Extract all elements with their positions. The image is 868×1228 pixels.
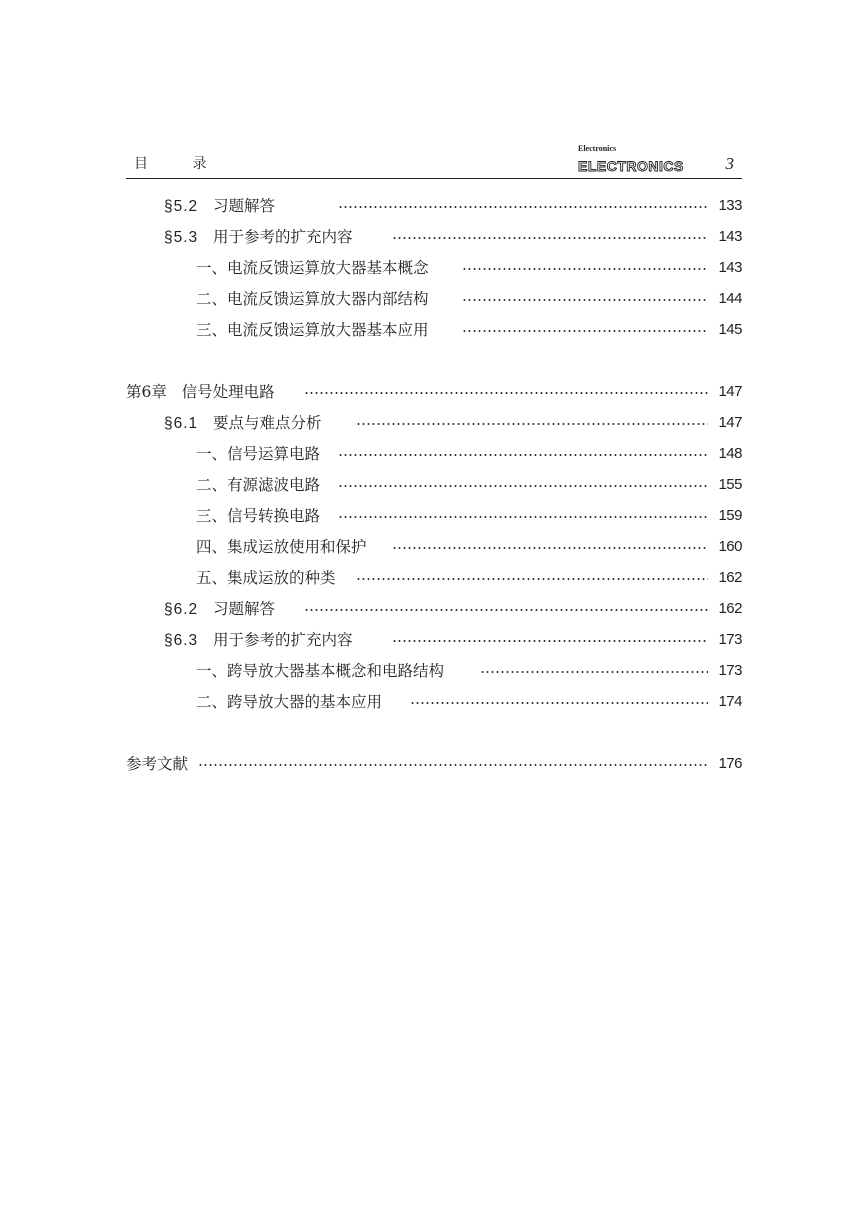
toc-entry-page: 144 xyxy=(718,289,742,307)
header-section-title: 目 录 xyxy=(134,156,227,172)
leader-dots xyxy=(410,702,708,704)
toc-entry-title: 一、电流反馈运算放大器基本概念 xyxy=(196,259,429,277)
toc-entry-title: 三、信号转换电路 xyxy=(196,507,321,525)
toc-entry-title: 一、跨导放大器基本概念和电路结构 xyxy=(196,662,445,680)
brand-small-text: Electronics xyxy=(578,144,617,153)
toc-entry-section-5-3[interactable] xyxy=(0,225,868,247)
toc-entry-subsection[interactable] xyxy=(0,318,868,340)
toc-entry-page: 147 xyxy=(718,413,742,431)
leader-dots xyxy=(392,547,708,549)
toc-entry-title: 用于参考的扩充内容 xyxy=(212,631,353,649)
toc-entry-subsection[interactable] xyxy=(0,473,868,495)
toc-entry-title: 二、跨导放大器的基本应用 xyxy=(196,693,383,711)
toc-entry-page: 162 xyxy=(718,568,742,586)
toc-entry-page: 155 xyxy=(718,475,742,493)
toc-entry-page: 147 xyxy=(718,382,742,400)
leader-dots xyxy=(338,516,708,518)
leader-dots xyxy=(338,485,708,487)
toc-entry-page: 159 xyxy=(718,506,742,524)
toc-entry-page: 145 xyxy=(718,320,742,338)
header-page-number: 3 xyxy=(725,154,734,173)
toc-entry-subsection[interactable] xyxy=(0,442,868,464)
page-header xyxy=(126,140,742,179)
toc-entry-subsection[interactable] xyxy=(0,287,868,309)
leader-dots xyxy=(338,454,708,456)
toc-entry-page: 176 xyxy=(718,754,742,772)
toc-entry-subsection[interactable] xyxy=(0,504,868,526)
toc-entry-subsection[interactable] xyxy=(0,535,868,557)
toc-entry-number: 第6章 xyxy=(126,383,167,401)
toc-entry-page: 143 xyxy=(718,227,742,245)
leader-dots xyxy=(462,268,708,270)
toc-entry-title: 二、有源滤波电路 xyxy=(196,476,321,494)
toc-entry-page: 174 xyxy=(718,692,742,710)
toc-entry-subsection[interactable] xyxy=(0,256,868,278)
leader-dots xyxy=(304,609,708,611)
toc-entry-page: 160 xyxy=(718,537,742,555)
toc-entry-chapter-6[interactable] xyxy=(0,380,868,402)
toc-entry-references[interactable] xyxy=(0,752,868,774)
leader-dots xyxy=(338,206,708,208)
toc-entry-title: 参考文献 xyxy=(126,755,189,773)
toc-entry-title: 五、集成运放的种类 xyxy=(196,569,336,587)
toc-entry-section-6-1[interactable] xyxy=(0,411,868,433)
toc-entry-section-6-2[interactable] xyxy=(0,597,868,619)
toc-entry-title: 要点与难点分析 xyxy=(212,414,322,432)
toc-entry-section-5-2[interactable] xyxy=(0,194,868,216)
toc-entry-number: §5.3 xyxy=(164,229,199,246)
toc-entry-title: 习题解答 xyxy=(212,197,275,215)
toc-entry-number: §6.2 xyxy=(164,601,199,618)
toc-entry-page: 173 xyxy=(718,630,742,648)
toc-entry-page: 143 xyxy=(718,258,742,276)
toc-entry-title: 四、集成运放使用和保护 xyxy=(196,538,367,556)
toc-entry-title: 三、电流反馈运算放大器基本应用 xyxy=(196,321,429,339)
leader-dots xyxy=(356,423,708,425)
toc-entry-title: 用于参考的扩充内容 xyxy=(212,228,353,246)
leader-dots xyxy=(304,392,708,394)
toc-entry-page: 162 xyxy=(718,599,742,617)
toc-entry-title: 信号处理电路 xyxy=(181,383,275,401)
leader-dots xyxy=(462,299,708,301)
leader-dots xyxy=(392,237,708,239)
leader-dots xyxy=(392,640,708,642)
toc-entry-page: 173 xyxy=(718,661,742,679)
toc-entry-title: 二、电流反馈运算放大器内部结构 xyxy=(196,290,429,308)
toc-entry-section-6-3[interactable] xyxy=(0,628,868,650)
leader-dots xyxy=(462,330,708,332)
toc-entry-number: §5.2 xyxy=(164,198,199,215)
toc-entry-number: §6.1 xyxy=(164,415,199,432)
toc-entry-page: 133 xyxy=(718,196,742,214)
toc-entry-title: 习题解答 xyxy=(212,600,275,618)
brand-logo: ELECTRONICS xyxy=(578,158,684,174)
toc-entry-subsection[interactable] xyxy=(0,566,868,588)
leader-dots xyxy=(198,764,708,766)
toc-entry-subsection[interactable] xyxy=(0,659,868,681)
toc-entry-subsection[interactable] xyxy=(0,690,868,712)
toc-entry-page: 148 xyxy=(718,444,742,462)
leader-dots xyxy=(480,671,708,673)
toc-entry-number: §6.3 xyxy=(164,632,199,649)
leader-dots xyxy=(356,578,708,580)
toc-entry-title: 一、信号运算电路 xyxy=(196,445,321,463)
